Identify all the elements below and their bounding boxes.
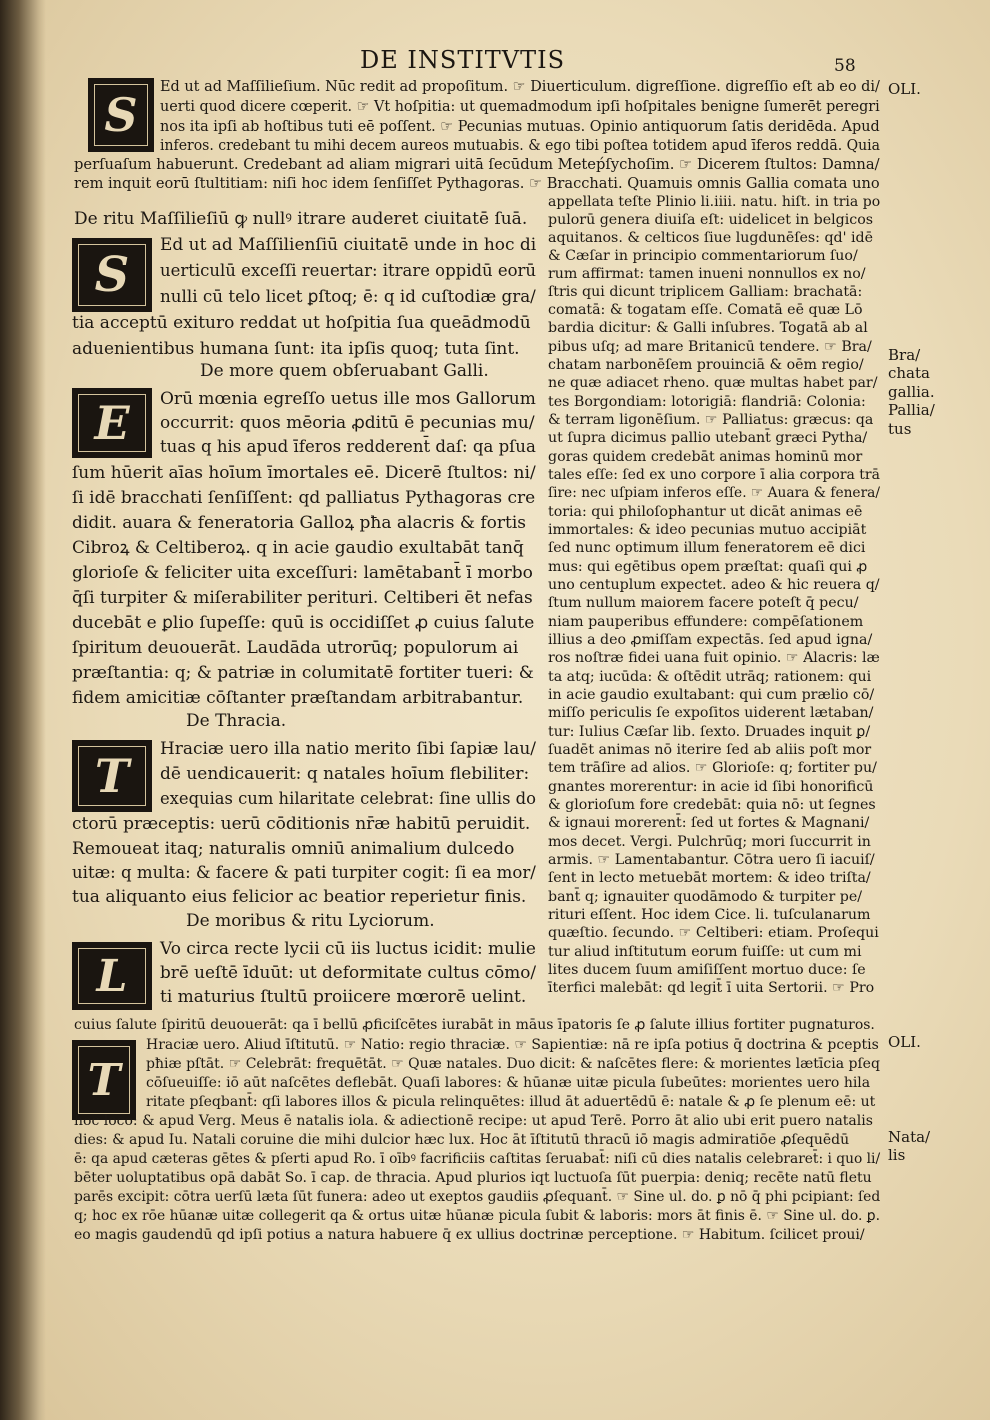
- text-line: tur: Iulius Cæſar lib. ſexto. Druades inquit ꝑ/: [548, 724, 871, 740]
- text-line: dē uendicauerit: q natales hoīum flebiliter:: [160, 764, 530, 784]
- text-line: tales eſſe: ſed ex uno corpore ī alia corpora trā: [548, 467, 880, 483]
- text-line: ritate pſeqbant̄: qſi labores illos & picula relinquētes: illud āt aduertēdū ē: natale & ꝓ ſe plenum eē: ut: [146, 1094, 876, 1110]
- text-line: lites ducem ſuum amiſiſſent mortuo duce: ſe: [548, 962, 866, 978]
- initial-letter-T-left: T: [72, 740, 152, 812]
- text-line: cuius ſalute ſpiritū deuouerāt: qa ī bellū ꝓficiſcētes iurabāt in māus īpatoris ſe ꝓ ſalute illius fortiter pugnaturos.: [74, 1017, 875, 1033]
- text-line: appellata teſte Plinio li.iiii. natu. hiſt. in tria po: [548, 194, 881, 210]
- text-line: præſtantia: q; & patriæ in columitatē fortiter tueri: &: [72, 663, 534, 683]
- text-line: illius a deo ꝓmiſſam expectās. ſed apud igna/: [548, 632, 873, 648]
- text-line: tur aliud inſtitutum eorum fuiſſe: ut cum mi: [548, 944, 862, 960]
- text-line: ſtris qui dicunt triplicem Galliam: brachatā:: [548, 284, 863, 300]
- text-line: ſi idē bracchati ſenſiſſent: qd palliatus Pythagoras cre: [72, 488, 536, 508]
- text-line: nos ita ipſi ab hoſtibus tuti eē poſſent. ☞ Pecunias mutuas. Opinio antiquorum ſatis deridēda. Apud: [160, 117, 880, 135]
- section-heading: De Thracia.: [186, 711, 287, 731]
- text-line: aduenientibus humana ſunt: ita ipſis quoq; tuta ſint.: [72, 339, 520, 359]
- text-line: uitæ: q multa: & facere & pati turpiter cogit: ſi ea mor/: [72, 863, 536, 883]
- text-line: ſtum nullum maiorem facere poteſt q̄ pecu/: [548, 595, 859, 611]
- text-line: ne quæ adiacet rheno. quæ multas habet par/: [548, 375, 878, 391]
- text-line: exequias cum hilaritate celebrat: ſine ullis do: [160, 789, 537, 809]
- folio-number: 58: [834, 56, 856, 76]
- text-line: Orū mœnia egreſſo uetus ille mos Gallorum: [160, 389, 536, 409]
- text-line: quæſtio. ſecundo. ☞ Celtiberi: etiam. Proſequi: [548, 925, 879, 941]
- text-line: chatam narbonēſem prouinciā & oēm regio/: [548, 357, 864, 373]
- text-line: Hraciæ uero. Aliud īſtitutū. ☞ Natio: regio thraciæ. ☞ Sapientiæ: nā re ipſa potius q̄ doctrina & pceptis: [146, 1037, 879, 1053]
- text-line: ti maturius ſtultū proiicere mœrorē uelint.: [160, 987, 527, 1007]
- text-line: aquitanos. & celticos ſiue lugdunēſes: qd' idē: [548, 230, 874, 246]
- text-line: inferos. credebant tu mihi decem aureos mutuabis. & ego tibi poſtea totidem apud īferos reddā. Quia: [160, 136, 881, 154]
- initial-letter-T-bottom: T: [72, 1040, 136, 1120]
- text-line: & terram ligonēſium. ☞ Palliatus: græcus: qa: [548, 412, 874, 428]
- text-line: Vo circa recte lycii cū iis luctus icidit: mulie: [160, 939, 536, 959]
- text-line: niam pauperibus effundere: compēſationem: [548, 614, 864, 630]
- text-line: Remoueat itaq; naturalis omniū animalium dulcedo: [72, 839, 515, 859]
- running-title: DE INSTITVTIS: [360, 46, 566, 74]
- text-line: toria: qui philoſophantur ut dicāt animas eē: [548, 504, 863, 520]
- text-line: uerti quod dicere cœperit. ☞ Vt hoſpitia: ut quemadmodum ipſi hoſpitales benigne ſumerēt peregri: [160, 97, 880, 115]
- text-line: gnantes morerentur: in acie id ſibi honorificū: [548, 779, 874, 795]
- text-line: comatā: & togatam eſſe. Comatā eē quæ Lō: [548, 302, 863, 318]
- text-line: hoc loco: & apud Verg. Meus ē natalis iola. & adiectionē recipe: ut apud Terē. Porro āt alio ubi erit puero natalis: [74, 1113, 873, 1129]
- text-line: immortales: & ideo pecunias mutuo accipiāt: [548, 522, 867, 538]
- margin-note: tus: [888, 420, 912, 438]
- text-line: glorioſe & feliciter uita exceſſuri: lamētabant̄ ī morbo: [72, 563, 533, 583]
- text-line: īterfici malebāt: qd legit̄ ī uita Sertorii. ☞ Pro: [548, 980, 875, 996]
- text-line: parēs excipit: cōtra uerſū læta ſūt funera: adeo ut exeptos gaudiis ꝓſequant̄. ☞ Sine ul. do. ꝑ nō q̄ phi pcipiant: ſed: [74, 1189, 881, 1205]
- margin-note: OLI.: [888, 80, 921, 98]
- margin-note: gallia.: [888, 383, 935, 401]
- text-line: bant̄ q; ignauiter quodāmodo & turpiter pe/: [548, 889, 862, 905]
- text-line: q; hoc ex rōe hūanæ uitæ collegerit qa & ortus uitæ hūanæ picula ſubit & laboris: mors āt finis ē. ☞ Sine ul. do. ꝑ.: [74, 1208, 881, 1224]
- text-line: didit. auara & feneratoria Galloꝝ pħa alacris & fortis: [72, 513, 527, 533]
- text-line: fidem amicitiæ cōſtanter præſtandam arbitrabantur.: [72, 688, 524, 708]
- text-line: cōſueuiſſe: iō aūt naſcētes deflebāt. Quaſi labores: & hūanæ uitæ picula ſubeūtes: morientes uero hila: [146, 1075, 871, 1091]
- text-line: uerticulū exceſſi reuertar: itrare oppidū eorū: [160, 261, 537, 281]
- text-line: tia acceptū exituro reddat ut hoſpitia ſua queādmodū: [72, 313, 531, 333]
- text-line: armis. ☞ Lamentabantur. Cōtra uero ſi iacuiſ/: [548, 852, 875, 868]
- text-line: uno centuplum expectet. adeo & hic reuera q/: [548, 577, 880, 593]
- text-line: Ed ut ad Maſſilienſiū ciuitatē unde in hoc di: [160, 235, 537, 255]
- text-line: ſed nunc optimum illum feneratorem eē dici: [548, 540, 866, 556]
- text-line: rem inquit eorū ſtultitiam: niſi hoc idem ſenſiſſet Pythagoras. ☞ Bracchati. Quamuis omnis Gallia comata uno: [74, 174, 880, 192]
- text-line: ctorū præceptis: uerū cōditionis nr̄æ habitū peruidit.: [72, 814, 531, 834]
- margin-note: Bra/: [888, 346, 921, 364]
- text-line: ſire: nec uſpiam inferos eſſe. ☞ Auara & fenera/: [548, 485, 880, 501]
- text-line: perſuaſum habuerunt. Credebant ad aliam migrari uitā ſecūdum Meteṕſychoſim. ☞ Dicerem ſtultos: Damna/: [74, 155, 880, 173]
- text-line: Ed ut ad Maſſilieſium. Nūc redit ad propoſitum. ☞ Diuerticulum. digreſſione. digreſſio eſt ab eo di/: [160, 77, 880, 95]
- text-line: tem trāſire ad alios. ☞ Glorioſe: q; fortiter pu/: [548, 760, 877, 776]
- text-line: rituri eſſent. Hoc idem Cice. li. tuſculanarum: [548, 907, 871, 923]
- text-line: nulli cū telo licet ꝑſtoq; ē: q id cuſtodiæ gra/: [160, 287, 536, 307]
- text-line: ē: qa apud cæteras gētes & pſerti apud Ro. ī oībꝰ facrificiis caſtitas ſeruabat̄: niſi cū dies natalis celebraret̄: i quo li/: [74, 1151, 881, 1167]
- text-line: pulorū genera diuiſa eſt: uidelicet in belgicos: [548, 212, 874, 228]
- binding-gutter: [0, 0, 46, 1420]
- text-line: tua aliquanto eius felicior ac beatior reperietur finis.: [72, 887, 527, 907]
- initial-letter-S-top: S: [88, 78, 154, 152]
- text-line: & glorioſum fore credebāt: quia nō: ut ſegnes: [548, 797, 876, 813]
- text-line: Hraciæ uero illa natio merito ſibi ſapiæ lau/: [160, 739, 536, 759]
- text-line: occurrit: quos mēoria ꝓditū ē pecunias mu/: [160, 413, 535, 433]
- initial-letter-E: E: [72, 388, 152, 458]
- text-line: miſſo periculis ſe expoſitos uiderent lætaban/: [548, 705, 874, 721]
- text-line: & Cæſar in principio commentariorum ſuo/: [548, 248, 858, 264]
- text-line: tes Borgondiam: lotorigiā: flandriā: Colonia:: [548, 394, 866, 410]
- text-line: ſum hūerit aīas hoīum īmortales eē. Dicerē ſtultos: ni/: [72, 463, 536, 483]
- text-line: dies: & apud Iu. Natali coruine die mihi dulcior hæc lux. Hoc āt īſtitutū thracū iō magis admiratiōe ꝓſequēdū: [74, 1132, 850, 1148]
- text-line: rum affirmat: tamen inueni nonnullos ex no/: [548, 266, 866, 282]
- margin-note: lis: [888, 1146, 906, 1164]
- text-line: in acie gaudio exultabant: qui cum prælio cō/: [548, 687, 875, 703]
- text-line: mos decet. Vergi. Pulchrūq; mori ſuccurrit in: [548, 834, 871, 850]
- text-line: ducebāt e ꝑlio ſupeſſe: quū is occidiſſet ꝓ cuius ſalute: [72, 613, 535, 633]
- margin-note: Nata/: [888, 1128, 931, 1146]
- section-heading: De more quem obſeruabant Galli.: [200, 361, 489, 381]
- text-line: mus: qui egētibus opem præſtat: quaſi qui ꝓ: [548, 559, 868, 575]
- text-line: ros noſtræ fidei uana fuit opinio. ☞ Alacris: læ: [548, 650, 880, 666]
- text-line: Cibroꝝ & Celtiberoꝝ. q in acie gaudio exultabāt tanq̄: [72, 538, 524, 558]
- text-line: ſpiritum deuouerāt. Laudāda utrorūq; populorum ai: [72, 638, 519, 658]
- text-line: goras quidem credebāt animas hominū mor: [548, 449, 863, 465]
- text-line: ut ſupra dicimus pallio utebant̄ græci Pytha/: [548, 430, 868, 446]
- text-line: & ignaui morerent̄: ſed ut fortes & Magnani/: [548, 815, 870, 831]
- text-line: ſuadēt animas nō iterire ſed ab aliis poſt mor: [548, 742, 872, 758]
- margin-note: OLI.: [888, 1033, 921, 1051]
- initial-letter-S-left: S: [72, 238, 152, 312]
- section-heading: De ritu Maſſilieſiū ꝙ nullꝰ itrare auderet ciuitatē ſuā.: [74, 209, 528, 229]
- text-line: eo magis gaudendū qd ipſi potius a natura habuere q̄ ex ullius doctrinæ perceptione. ☞ Habitum. ſcilicet proui/: [74, 1227, 865, 1243]
- text-line: brē ueſtē īduūt: ut deformitate cultus cōmo/: [160, 963, 537, 983]
- text-line: ſent in lecto metuebāt mortem: & ideo triſta/: [548, 870, 871, 886]
- text-line: bēter uoluptatibus opā dabāt So. ī cap. de thracia. Apud plurios iqt luctuoſa ſūt puerpia: deniq; recēte natū fletu: [74, 1170, 872, 1186]
- text-line: ta atq; iucūda: & oſtēdit utrāq; rationem: qui: [548, 669, 872, 685]
- section-heading: De moribus & ritu Lyciorum.: [186, 911, 435, 931]
- text-line: pibus uſq; ad mare Britanicū tendere. ☞ Bra/: [548, 339, 872, 355]
- text-line: bardia dicitur: & Galli inſubres. Togatā ab al: [548, 320, 868, 336]
- text-line: pħiæ pſtāt. ☞ Celebrāt: frequētāt. ☞ Quæ natales. Duo dicit: & naſcētes flere: & morientes lætīcia pſeq: [146, 1056, 880, 1072]
- margin-note: Pallia/: [888, 401, 935, 419]
- text-line: tuas q his apud īferos redderent̄ daſ: qa pſua: [160, 437, 536, 457]
- margin-note: chata: [888, 364, 930, 382]
- text-line: q̄ſi turpiter & miſerabiliter perituri. Celtiberi ēt nefas: [72, 588, 533, 608]
- initial-letter-L: L: [72, 942, 152, 1010]
